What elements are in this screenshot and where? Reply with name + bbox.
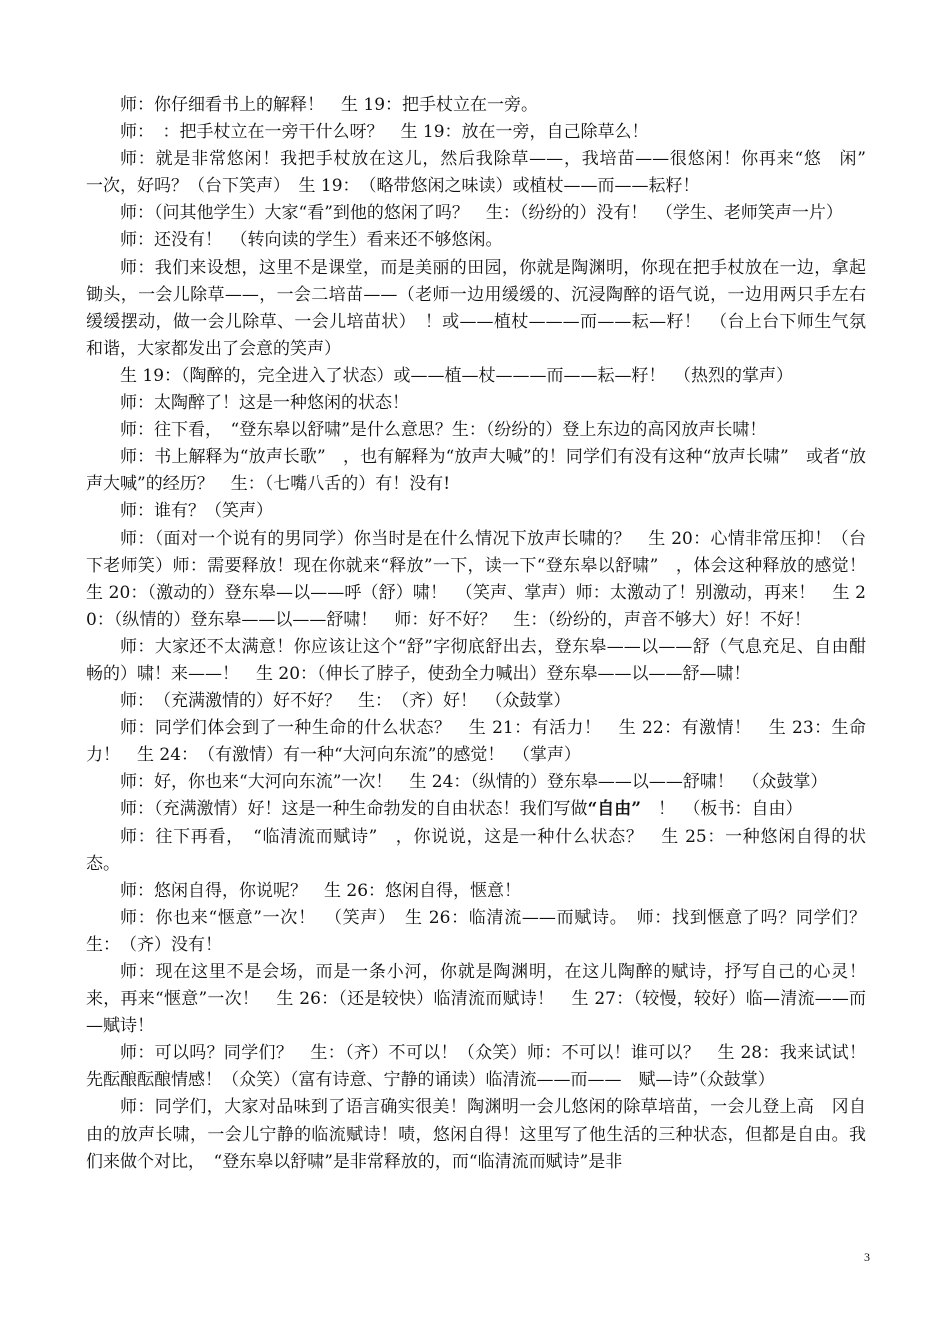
paragraph: 师： （充满激情的）好不好？ 生： （齐）好！ （众鼓掌） bbox=[120, 691, 571, 712]
paragraph: 师：可以吗？同学们？ 生：（齐）不可以！（众笑）师：不可以！谁可以？ 生 28：我来试试！先酝酿酝酿情感！（众笑）（富有诗意、宁静的诵读）临清流——而—— 赋—诗”（众鼓掌） bbox=[86, 1043, 866, 1091]
paragraph: 师： ：把手杖立在一旁干什么呀？ 生 19：放在一旁，自己除草么！ bbox=[120, 122, 649, 143]
paragraph: 师：现在这里不是会场，而是一条小河，你就是陶渊明，在这儿陶醉的赋诗，抒写自己的心灵！来，再来“惬意”一次！ 生 26：（还是较快）临清流而赋诗！ 生 27：（较慢，较好）临—清流——而—赋诗！ bbox=[86, 962, 866, 1037]
bold-term: “自由” bbox=[587, 799, 642, 820]
paragraph: 师：同学们，大家对品味到了语言确实很美！陶渊明一会儿悠闲的除草培苗，一会儿登上高 冈自由的放声长啸，一会儿宁静的临流赋诗！啧，悠闲自得！这里写了他生活的三种状态，但都是自由。我们来做个对比， “登东皋以舒啸”是非常释放的，而“临清流而赋诗”是非 bbox=[86, 1097, 866, 1172]
paragraph: 师：谁有？（笑声） bbox=[120, 501, 273, 522]
paragraph: 师：往下看， “登东皋以舒啸”是什么意思？生：（纷纷的）登上东边的高冈放声长啸！ bbox=[120, 420, 767, 441]
paragraph: 师：（问其他学生）大家“看”到他的悠闲了吗？ 生：（纷纷的）没有！ （学生、老师笑声一片） bbox=[120, 203, 843, 224]
paragraph-text: 师：（充满激情）好！这是一种生命勃发的自由状态！我们写做 bbox=[120, 799, 588, 820]
document-body bbox=[86, 92, 883, 1176]
paragraph: 师：就是非常悠闲！我把手杖放在这儿，然后我除草——，我培苗——很悠闲！你再来“悠 闲” 一次，好吗？（台下笑声） 生 19： （略带悠闲之味读）或植杖——而——耘籽！ bbox=[86, 149, 883, 197]
page-number: 3 bbox=[864, 1250, 870, 1264]
paragraph: 师：好，你也来“大河向东流”一次！ 生 24：（纵情的）登东皋——以——舒啸！ （众鼓掌） bbox=[120, 772, 828, 793]
paragraph: 师：（面对一个说有的男同学）你当时是在什么情况下放声长啸的？ 生 20：心情非常压抑！（台下老师笑）师：需要释放！现在你就来“释放”一下，读一下“登东皋以舒啸” ，体会这种释放的感觉！ 生 20：（激动的）登东皋—以——呼（舒）啸！ （笑声、掌声）师：太激动了！别激动，再来！ 生 20：（纵情的）登东皋——以——舒啸！ 师：好不好？ 生：（纷纷的，声音不够大）好！不好！ bbox=[86, 528, 883, 630]
paragraph: 师：太陶醉了！这是一种悠闲的状态！ bbox=[120, 393, 409, 414]
paragraph: 师：你仔细看书上的解释！ 生 19：把手杖立在一旁。 bbox=[120, 95, 539, 115]
paragraph: 生 19：（陶醉的，完全进入了状态）或——植—杖———而——耘—籽！ （热烈的掌声） bbox=[120, 365, 794, 386]
paragraph-with-bold bbox=[86, 796, 866, 823]
paragraph: 师：还没有！ （转向读的学生）看来还不够悠闲。 bbox=[120, 230, 503, 251]
paragraph-text-after: ！ （板书：自由） bbox=[641, 799, 803, 820]
paragraph: 师：书上解释为“放声长歌” ，也有解释为“放声大喊”的！同学们有没有这种“放声长啸” 或者“放声大喊”的经历？ 生：（七嘴八舌的）有！没有! bbox=[86, 447, 866, 495]
paragraph: 师：大家还不太满意！你应该让这个“舒”字彻底舒出去，登东皋——以——舒（气息充足、自由酣畅的）啸！来——！ 生 20：（伸长了脖子，使劲全力喊出）登东皋——以——舒—啸！ bbox=[86, 636, 866, 684]
paragraph: 师：往下再看， “临清流而赋诗” ，你说说，这是一种什么状态？ 生 25：一种悠闲自得的状态。 bbox=[86, 826, 866, 874]
paragraph: 师：悠闲自得，你说呢？ 生 26：悠闲自得，惬意！ bbox=[120, 880, 522, 901]
paragraph: 师：你也来“惬意”一次！ （笑声） 生 26：临清流——而赋诗。 师：找到惬意了吗？同学们？ 生： （齐）没有！ bbox=[86, 907, 883, 955]
paragraph: 师：同学们体会到了一种生命的什么状态？ 生 21：有活力！ 生 22：有激情！ 生 23：生命力！ 生 24： （有激情）有一种“大河向东流”的感觉！ （掌声） bbox=[86, 718, 866, 766]
paragraph: 师：我们来设想，这里不是课堂，而是美丽的田园，你就是陶渊明，你现在把手杖放在一边，拿起锄头，一会儿除草——，一会二培苗——（老师一边用缓缓的、沉浸陶醉的语气说，一边用两只手左右缓缓摆动，做一会儿除草、一会儿培苗状） ！或——植杖———而——耘—籽！ （台上台下师生气氛和谐，大家都发出了会意的笑声） bbox=[86, 257, 866, 359]
